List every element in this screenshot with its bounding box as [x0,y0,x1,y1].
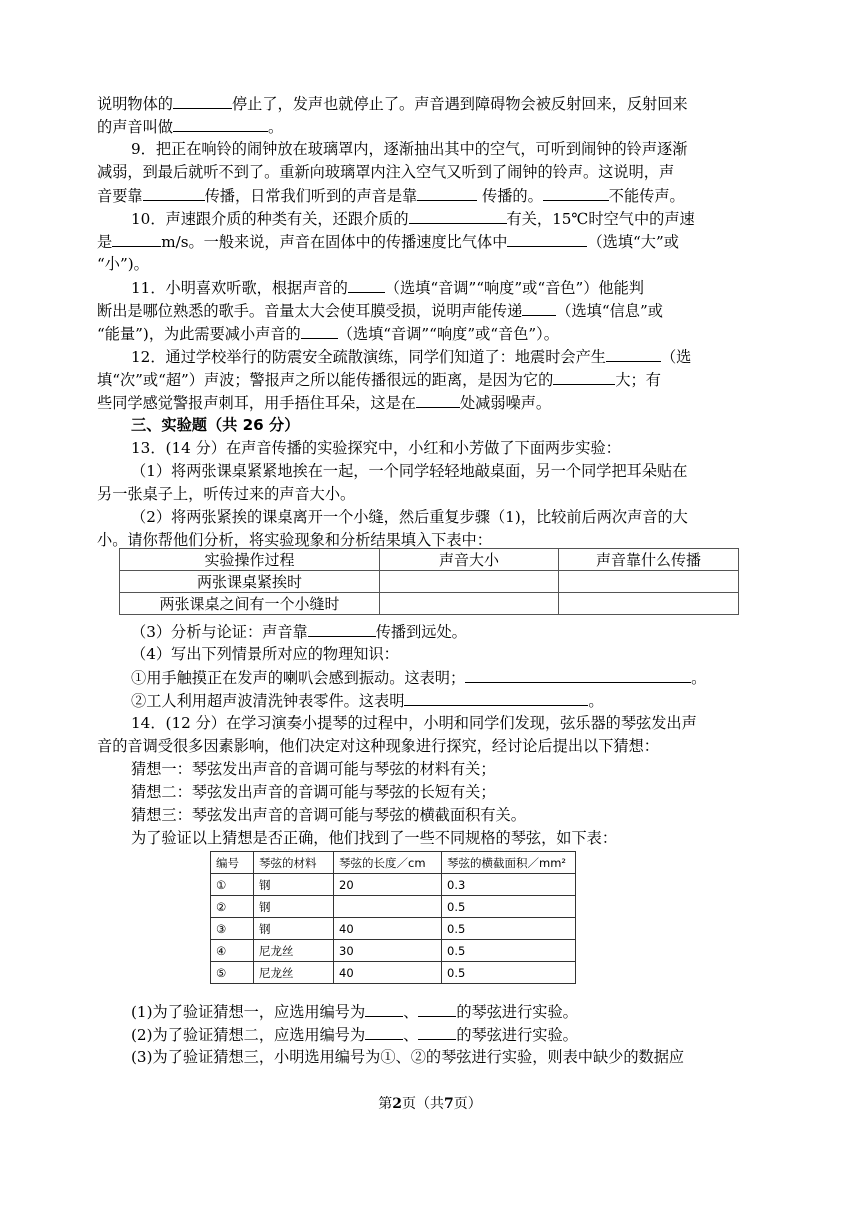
answer-cell[interactable] [559,571,739,593]
text: 传播的。 [477,187,543,205]
table-cell: ③ [211,918,254,940]
table-cell: 40 [334,918,442,940]
text: 些同学感觉警报声刺耳，用手捂住耳朵，这是在 [97,394,416,412]
string-spec-table [210,851,576,984]
table-row [120,571,739,593]
q13-step2-line2: 小。请你帮他们分析，将实验现象和分析结果填入下表中： [97,531,492,549]
text: 12．通过学校举行的防震安全疏散演练，同学们知道了：地震时会产生 [131,348,606,366]
text: (1)为了验证猜想一，应选用编号为 [131,1003,366,1021]
table-header: 实验操作过程 [120,549,380,571]
guess-3: 猜想三：琴弦发出声音的音调可能与琴弦的横截面积有关。 [131,806,526,824]
table-cell: ④ [211,940,254,962]
q13-step3 [0,620,860,643]
table-cell: 两张课桌紧挨时 [120,571,380,593]
table-header: 声音靠什么传播 [559,549,739,571]
text: 是 [97,233,113,251]
q13-step2-line1: （2）将两张紧挨的课桌离开一个小缝，然后重复步骤（1)，比较前后两次声音的大 [131,508,688,526]
table-header: 琴弦的材料 [254,852,334,874]
text: 10．声速跟介质的种类有关，还跟介质的 [131,210,409,228]
table-cell: 20 [334,874,442,896]
blank[interactable] [416,391,460,408]
guess-1: 猜想一：琴弦发出声音的音调可能与琴弦的材料有关； [131,760,496,778]
table-row [211,896,576,918]
blank[interactable] [301,322,338,339]
blank[interactable] [543,184,609,201]
table-cell: 0.5 [442,896,576,918]
q14-line2: 音的音调受很多因素影响，他们决定对这种现象进行探究，经讨论后提出以下猜想： [97,737,659,755]
experiment-table [119,548,739,615]
table-cell: 40 [334,962,442,984]
text: 、 [403,1026,419,1044]
text: （选填“音调”“响度”或“音色”）他能判 [384,279,644,297]
table-cell: 0.3 [442,874,576,896]
text: 页） [453,1096,482,1112]
text: 。 [267,118,284,136]
q13-step4-b [0,689,860,712]
table-row [120,593,739,615]
answer-cell[interactable] [559,593,739,615]
text: 有关，15℃时空气中的声速 [506,210,695,228]
q10-line3: “小”)。 [97,255,149,273]
text: 的声音叫做 [97,118,173,136]
answer-cell[interactable] [380,593,559,615]
q12-line3 [0,391,860,414]
table-header-row [211,852,576,874]
q10-line2 [0,230,860,253]
answer-3: (3)为了验证猜想三，小明选用编号为①、②的琴弦进行实验，则表中缺少的数据应 [131,1048,685,1066]
text: 第 [378,1096,393,1112]
table-row [211,874,576,896]
table-header-row [120,549,739,571]
table-cell: 尼龙丝 [254,962,334,984]
blank[interactable] [418,1023,456,1040]
blank[interactable] [522,299,556,316]
text: 。 [588,692,604,710]
blank[interactable] [365,1000,403,1017]
table-cell: 30 [334,940,442,962]
blank[interactable] [348,276,385,293]
q9-line3 [0,184,860,207]
table-cell: 钢 [254,918,334,940]
text: 停止了，发声也就停止了。声音遇到障碍物会被反射回来，反射回来 [231,95,688,113]
q11-line1 [0,276,860,299]
text: （选填“音调”“响度”或“音色”）。 [337,325,559,343]
blank[interactable] [507,230,587,247]
blank[interactable] [112,230,161,247]
q10-line1 [0,207,860,230]
q13-step4: （4）写出下列情景所对应的物理知识： [131,645,399,663]
table-header: 声音大小 [380,549,559,571]
answer-1 [0,1000,860,1023]
table-cell: 0.5 [442,962,576,984]
text: 不能传声。 [608,187,685,205]
q13-intro: 13．(14 分）在声音传播的实验探究中，小红和小芳做了下面两步实验： [131,439,621,457]
answer-2 [0,1023,860,1046]
text: ①用手触摸正在发声的喇叭会感到振动。这表明； [131,669,466,687]
table-cell: 钢 [254,874,334,896]
text: 11．小明喜欢听歌，根据声音的 [131,279,348,297]
blank[interactable] [417,184,477,201]
text: 说明物体的 [97,95,173,113]
text: 的琴弦进行实验。 [456,1003,578,1021]
table-cell: 两张课桌之间有一个小缝时 [120,593,380,615]
text: 的琴弦进行实验。 [456,1026,578,1044]
text: ②工人利用超声波清洗钟表零件。这表明 [131,692,405,710]
text-line [0,115,860,138]
page-footer [0,1093,860,1113]
table-cell: 尼龙丝 [254,940,334,962]
table-cell: 钢 [254,896,334,918]
guess-2: 猜想二：琴弦发出声音的音调可能与琴弦的长短有关； [131,783,496,801]
verify-text: 为了验证以上猜想是否正确，他们找到了一些不同规格的琴弦，如下表： [131,829,617,847]
q11-line3 [0,322,860,345]
text: 页（共 [402,1096,444,1112]
text: m/s。一般来说，声音在固体中的传播速度比气体中 [161,233,508,251]
text: “能量”)，为此需要减小声音的 [97,325,301,343]
answer-cell[interactable] [380,571,559,593]
table-cell[interactable] [334,896,442,918]
text: 填“次”或“超”）声波；警报声之所以能传播很远的距离，是因为它的 [97,371,554,389]
blank[interactable] [465,666,691,683]
text: 传播，日常我们听到的声音是靠 [204,187,418,205]
text: 传播到远处。 [375,623,467,641]
q12-line1 [0,345,860,368]
blank[interactable] [173,92,232,109]
table-row [211,918,576,940]
text: 。 [691,669,707,687]
table-cell: ⑤ [211,962,254,984]
table-header: 编号 [211,852,254,874]
text-line [0,92,860,115]
q13-step1-line1: （1）将两张课桌紧紧地挨在一起，一个同学轻轻地敲桌面，另一个同学把耳朵贴在 [131,462,688,480]
q9-line2: 减弱，到最后就听不到了。重新向玻璃罩内注入空气又听到了闹钟的铃声。这说明，声 [97,163,675,181]
text: （选 [660,348,692,366]
table-cell: 0.5 [442,918,576,940]
table-row [211,940,576,962]
table-cell: ② [211,896,254,918]
blank[interactable] [606,345,661,362]
text: 处减弱噪声。 [459,394,552,412]
q13-step1-line2: 另一张桌子上，听传过来的声音大小。 [97,485,356,503]
blank[interactable] [173,115,268,132]
blank[interactable] [553,368,615,385]
text: 、 [403,1003,419,1021]
blank[interactable] [409,207,507,224]
page-total: 7 [444,1096,454,1112]
q12-line2 [0,368,860,391]
blank[interactable] [418,1000,456,1017]
table-header: 琴弦的横截面积／mm² [442,852,576,874]
text: （3）分析与论证：声音靠 [131,623,308,641]
table-row [211,962,576,984]
section-heading: 三、实验题（共 26 分） [131,416,300,434]
table-cell: 0.5 [442,940,576,962]
q13-step4-a [0,666,860,689]
blank[interactable] [365,1023,403,1040]
table-cell: ① [211,874,254,896]
q11-line2 [0,299,860,322]
blank[interactable] [404,689,588,706]
q14-line1: 14．(12 分）在学习演奏小提琴的过程中，小明和同学们发现，弦乐器的琴弦发出声 [131,714,697,732]
text: 大；有 [615,371,661,389]
blank[interactable] [308,620,376,637]
text: （选填“信息”或 [556,302,663,320]
text: （选填“大”或 [587,233,679,251]
text: 音要靠 [97,187,143,205]
table-header: 琴弦的长度／cm [334,852,442,874]
text: (2)为了验证猜想二，应选用编号为 [131,1026,366,1044]
page-number: 2 [392,1096,402,1112]
blank[interactable] [143,184,205,201]
text: 断出是哪位熟悉的歌手。音量太大会使耳膜受损，说明声能传递 [97,302,523,320]
q9-line1: 9．把正在响铃的闹钟放在玻璃罩内，逐渐抽出其中的空气，可听到闹钟的铃声逐渐 [131,140,688,158]
